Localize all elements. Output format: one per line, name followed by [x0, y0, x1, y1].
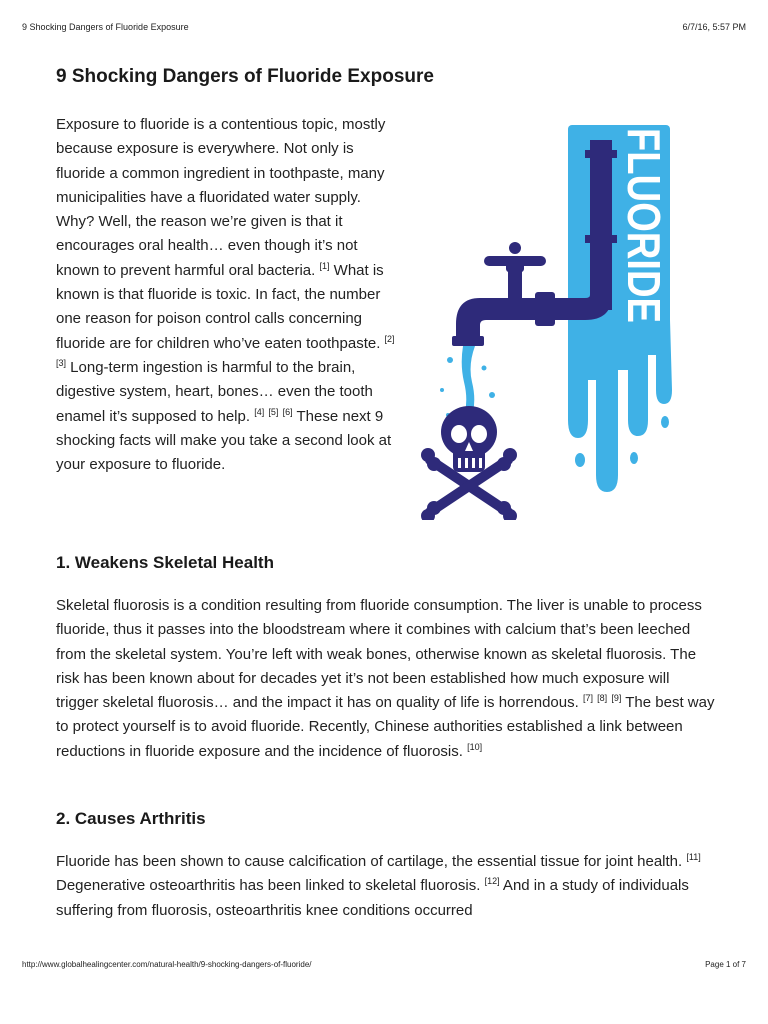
fluoride-faucet-skull-illustration [420, 120, 680, 520]
intro-text-2: What is known is that fluoride is toxic. In fact, the number one reason for poison control calls concerning fluoride are for children who’ve eaten toothpaste. [56, 261, 384, 352]
print-page-title: 9 Shocking Dangers of Fluoride Exposure [22, 22, 189, 32]
section-heading-1: 1. Weakens Skeletal Health [56, 553, 274, 572]
print-page-number: Page 1 of 7 [705, 960, 746, 969]
section-2-paragraph [56, 850, 716, 923]
citation-4[interactable]: [4] [254, 406, 265, 417]
section-1-text-2: The best way to protect yourself is to avoid fluoride. Recently, Chinese authorities established a link between reductions in fluoride exposure and the incidence of fluorosis. [56, 694, 715, 760]
section-2-text-3: And in a study of individuals suffering from fluorosis, osteoarthritis knee conditions occurred [56, 877, 689, 919]
citation-12[interactable]: [12] [484, 876, 500, 887]
citation-11[interactable]: [11] [686, 852, 701, 862]
citation-6[interactable]: [6] [282, 406, 293, 417]
citation-10[interactable]: [10] [467, 741, 483, 752]
citation-3[interactable]: [3] [56, 357, 67, 368]
citation-8[interactable]: [8] [597, 693, 608, 704]
citation-9[interactable]: [9] [611, 693, 622, 704]
print-footer [22, 960, 746, 969]
citation-1[interactable]: [1] [319, 260, 330, 271]
intro-text-1: Exposure to fluoride is a contentious topic, mostly because exposure is everywhere. Not only is fluoride a common ingredient in toothpaste, many municipalities have a fluoridated water supply. Why? Well, the reason we’re given is that it encourages oral health… even though it’s not known to prevent harmful oral bacteria. [56, 116, 386, 279]
intro-text-4: These next 9 shocking facts will make you take a second look at your exposure to fluoride. [56, 407, 392, 474]
section-1-paragraph [56, 594, 716, 764]
print-url: http://www.globalhealingcenter.com/natural-health/9-shocking-dangers-of-fluoride/ [22, 960, 312, 969]
section-heading-2: 2. Causes Arthritis [56, 809, 206, 828]
section-2-text-1: Fluoride has been shown to cause calcification of cartilage, the essential tissue for joint health. [56, 853, 683, 870]
faucet-icon [452, 140, 617, 346]
section-2-text-2: Degenerative osteoarthritis has been linked to skeletal fluorosis. [56, 877, 481, 895]
section-1-text-1: Skeletal fluorosis is a condition resulting from fluoride consumption. The liver is unable to process fluoride, thus it passes into the bloodstream where it combines with calcium that’s been leeched from the skeletal system. You’re left with weak bones, otherwise known as skeletal fluorosis. The risk has been known about for decades yet it’s not been established how much exposure will trigger skeletal fluorosis… and the impact it has on quality of life is horrendous. [56, 597, 702, 712]
fluoride-word: FLUORIDE [618, 128, 670, 364]
citation-7[interactable]: [7] [582, 693, 593, 704]
article-title: 9 Shocking Dangers of Fluoride Exposure [56, 66, 434, 87]
print-header [22, 22, 746, 32]
citation-5[interactable]: [5] [268, 406, 279, 417]
skull-crossbones-icon [421, 406, 517, 520]
intro-paragraph [56, 113, 401, 477]
intro-text-3: Long-term ingestion is harmful to the brain, digestive system, heart, bones… even the tooth enamel it’s supposed to help. [56, 358, 373, 425]
print-datetime: 6/7/16, 5:57 PM [682, 22, 746, 32]
citation-2[interactable]: [2] [384, 333, 395, 344]
